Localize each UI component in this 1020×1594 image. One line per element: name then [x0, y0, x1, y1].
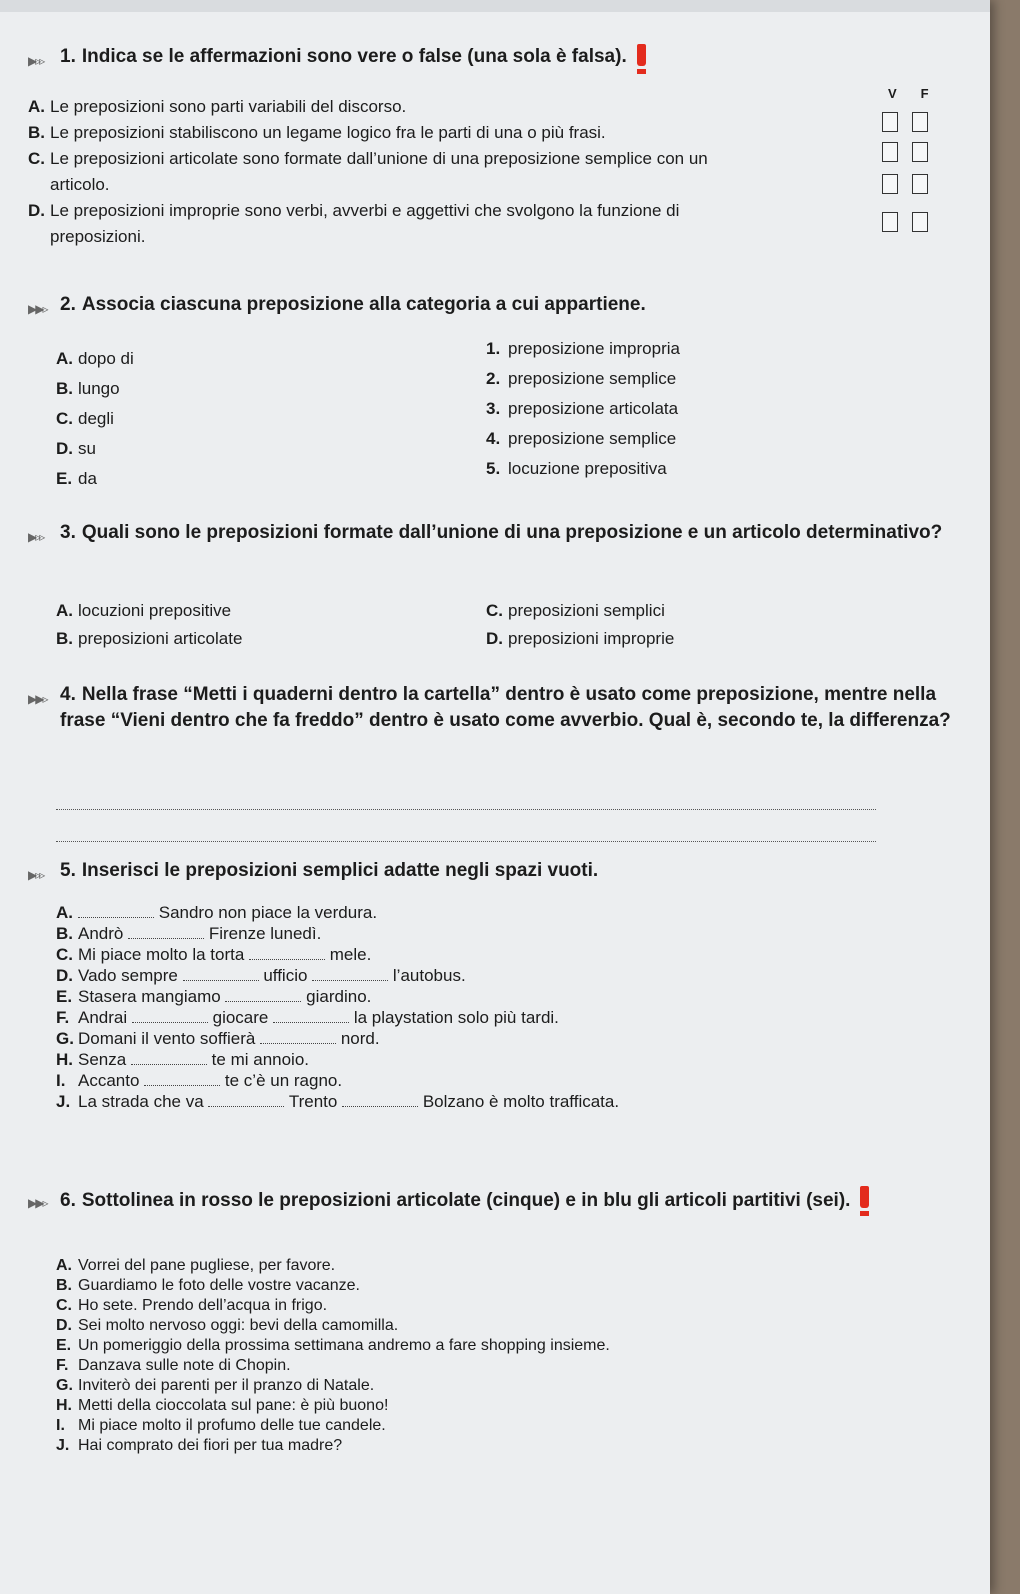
- item-text: preposizione semplice: [508, 369, 677, 388]
- sentence-c: [56, 1296, 936, 1316]
- exercise-1-heading: [28, 44, 958, 74]
- item-number: 1.: [486, 339, 501, 358]
- item-text: Bolzano è molto trafficata.: [422, 1092, 620, 1111]
- exercise-3-number: 3.: [60, 522, 76, 543]
- exercise-4-heading: [28, 682, 958, 734]
- fill-item-e: [56, 986, 936, 1007]
- exercise-6-number: 6.: [60, 1190, 76, 1211]
- item-text: Senza: [78, 1050, 127, 1069]
- item-text: ufficio: [263, 966, 308, 985]
- statement-a: [28, 96, 958, 122]
- item-text: preposizione impropria: [508, 339, 680, 358]
- exercise-1-items: [28, 96, 958, 252]
- option-letter: B.: [56, 629, 73, 648]
- blank[interactable]: [312, 966, 388, 981]
- item-text: Hai comprato dei fiori per tua madre?: [78, 1437, 343, 1454]
- statement-d-continued: [28, 226, 958, 252]
- option-c: [486, 600, 665, 622]
- match-right-1: [486, 338, 680, 360]
- fill-item-j: [56, 1091, 936, 1112]
- arrow-icon: ▶▹▹: [28, 868, 44, 882]
- statement-letter: A.: [28, 97, 45, 116]
- fill-item-b: [56, 923, 936, 944]
- item-text: Mi piace molto la torta: [78, 945, 245, 964]
- item-letter: A.: [56, 1257, 72, 1274]
- sentence-a: [56, 1256, 936, 1276]
- item-letter: B.: [56, 379, 73, 398]
- false-checkbox[interactable]: [912, 112, 928, 132]
- exercise-5-number: 5.: [60, 860, 76, 881]
- item-text: lungo: [78, 379, 120, 398]
- item-text: preposizione semplice: [508, 429, 677, 448]
- answer-lines: [56, 808, 876, 842]
- statement-text: preposizioni.: [50, 227, 146, 246]
- sentence-j: [56, 1436, 936, 1456]
- answer-line[interactable]: [56, 808, 876, 810]
- option-letter: C.: [486, 601, 503, 620]
- fill-item-f: [56, 1007, 936, 1028]
- item-text: l’autobus.: [392, 966, 466, 985]
- item-letter: B.: [56, 1277, 72, 1294]
- item-letter: E.: [56, 469, 73, 488]
- item-text: Andrai: [78, 1008, 128, 1027]
- item-text: degli: [78, 409, 114, 428]
- option-letter: D.: [486, 629, 503, 648]
- item-number: 4.: [486, 429, 501, 448]
- statement-c: [28, 148, 958, 174]
- item-text: Trento: [288, 1092, 338, 1111]
- item-text: nord.: [340, 1029, 380, 1048]
- option-text: preposizioni articolate: [78, 629, 243, 648]
- item-letter: C.: [56, 945, 73, 964]
- item-text: giardino.: [306, 987, 372, 1006]
- item-letter: D.: [56, 1317, 72, 1334]
- item-letter: H.: [56, 1397, 72, 1414]
- item-letter: E.: [56, 987, 73, 1006]
- match-right-4: [486, 428, 676, 450]
- arrow-icon: ▶▹▹: [28, 54, 44, 68]
- exercise-2-number: 2.: [60, 294, 76, 315]
- item-letter: I.: [56, 1417, 65, 1434]
- item-text: Sei molto nervoso oggi: bevi della camomilla.: [78, 1317, 399, 1334]
- sentence-h: [56, 1396, 936, 1416]
- exercise-2-title: Associa ciascuna preposizione alla categoria a cui appartiene.: [81, 294, 646, 315]
- item-letter: D.: [56, 966, 73, 985]
- blank[interactable]: [208, 1092, 284, 1107]
- statement-text: Le preposizioni improprie sono verbi, avverbi e aggettivi che svolgono la funzione di: [50, 201, 680, 220]
- option-d: [486, 628, 674, 650]
- sentence-d: [56, 1316, 936, 1336]
- item-text: te c’è un ragno.: [224, 1071, 343, 1090]
- sentence-g: [56, 1376, 936, 1396]
- blank[interactable]: [128, 924, 204, 939]
- arrow-icon: ▶▶▹: [28, 302, 47, 316]
- exercise-6-heading: [28, 1186, 958, 1216]
- true-checkbox[interactable]: [882, 212, 898, 232]
- arrow-icon: ▶▹▹: [28, 530, 44, 544]
- false-checkbox[interactable]: [912, 212, 928, 232]
- item-text: giocare: [212, 1008, 269, 1027]
- exercise-1: [28, 44, 958, 74]
- arrow-icon: ▶▶▹: [28, 692, 47, 706]
- blank[interactable]: [78, 903, 154, 918]
- exercise-3-options: [56, 600, 956, 656]
- exercise-2-body: [56, 339, 956, 498]
- exercise-2: [28, 292, 958, 322]
- item-text: Accanto: [78, 1071, 140, 1090]
- item-text: dopo di: [78, 349, 134, 368]
- blank[interactable]: [273, 1008, 349, 1023]
- item-text: da: [78, 469, 97, 488]
- statement-text: Le preposizioni stabiliscono un legame logico fra le parti di una o più frasi.: [50, 123, 606, 142]
- item-text: Firenze lunedì.: [208, 924, 322, 943]
- statement-text: articolo.: [50, 175, 110, 194]
- item-text: Vorrei del pane pugliese, per favore.: [78, 1257, 336, 1274]
- item-letter: J.: [56, 1092, 71, 1111]
- exercise-6-items: [56, 1256, 936, 1456]
- item-text: te mi annoio.: [211, 1050, 310, 1069]
- item-text: La strada che va: [78, 1092, 204, 1111]
- statement-b: [28, 122, 958, 148]
- blank[interactable]: [225, 987, 301, 1002]
- exercise-1-title: Indica se le affermazioni sono vere o false (una sola è falsa).: [81, 46, 627, 67]
- arrow-icon: ▶▶▹: [28, 1196, 47, 1210]
- blank[interactable]: [131, 1050, 207, 1065]
- match-right-2: [486, 368, 676, 390]
- statement-d: [28, 200, 958, 226]
- true-checkbox[interactable]: [882, 174, 898, 194]
- blank[interactable]: [260, 1029, 336, 1044]
- option-text: preposizioni semplici: [508, 601, 665, 620]
- item-text: Metti della cioccolata sul pane: è più buono!: [78, 1397, 389, 1414]
- sentence-b: [56, 1276, 936, 1296]
- exercise-6-title: Sottolinea in rosso le preposizioni articolate (cinque) e in blu gli articoli partitivi (sei).: [81, 1190, 851, 1211]
- blank[interactable]: [342, 1092, 418, 1107]
- fill-item-i: [56, 1070, 936, 1091]
- item-text: su: [78, 439, 96, 458]
- option-a: [56, 600, 956, 628]
- match-right-3: [486, 398, 678, 420]
- fill-item-g: [56, 1028, 936, 1049]
- fill-item-a: [56, 902, 936, 923]
- exercise-6: [28, 1186, 958, 1216]
- exercise-5-title: Inserisci le preposizioni semplici adatte negli spazi vuoti.: [81, 860, 599, 881]
- item-letter: G.: [56, 1377, 73, 1394]
- exercise-3-title: Quali sono le preposizioni formate dall’unione di una preposizione e un articolo determinativo?: [81, 522, 943, 543]
- item-number: 5.: [486, 459, 501, 478]
- item-letter: A.: [56, 903, 73, 922]
- item-letter: F.: [56, 1008, 70, 1027]
- item-letter: D.: [56, 439, 73, 458]
- item-text: Un pomeriggio della prossima settimana andremo a fare shopping insieme.: [78, 1337, 610, 1354]
- exercise-5-items: [56, 902, 936, 1112]
- exercise-4-number: 4.: [60, 684, 76, 705]
- exercise-5: [28, 858, 958, 888]
- option-b: [56, 628, 956, 656]
- exercise-1-number: 1.: [60, 46, 76, 67]
- sentence-e: [56, 1336, 936, 1356]
- item-text: Stasera mangiamo: [78, 987, 221, 1006]
- false-column-label: F: [920, 86, 929, 101]
- item-text: Ho sete. Prendo dell’acqua in frigo.: [78, 1297, 328, 1314]
- true-column-label: V: [888, 86, 897, 101]
- item-letter: A.: [56, 349, 73, 368]
- blank[interactable]: [249, 945, 325, 960]
- exercise-4-title: Nella frase “Metti i quaderni dentro la cartella” dentro è usato come preposizione, mentre nella frase “Vieni dentro che fa freddo” dentro è usato come avverbio. Qual è, secondo te, la differenza?: [60, 684, 951, 731]
- item-text: Sandro non piace la verdura.: [158, 903, 378, 922]
- blank[interactable]: [144, 1071, 220, 1086]
- item-text: preposizione articolata: [508, 399, 679, 418]
- blank[interactable]: [183, 966, 259, 981]
- item-letter: G.: [56, 1029, 74, 1048]
- item-text: locuzione prepositiva: [508, 459, 667, 478]
- item-text: Andrò: [78, 924, 124, 943]
- false-checkbox[interactable]: [912, 174, 928, 194]
- sentence-f: [56, 1356, 936, 1376]
- true-checkbox[interactable]: [882, 112, 898, 132]
- blank[interactable]: [132, 1008, 208, 1023]
- statement-letter: C.: [28, 149, 45, 168]
- option-text: preposizioni improprie: [508, 629, 675, 648]
- item-text: Domani il vento soffierà: [78, 1029, 256, 1048]
- exercise-2-heading: [28, 292, 958, 322]
- item-number: 3.: [486, 399, 501, 418]
- statement-letter: B.: [28, 123, 45, 142]
- fill-item-h: [56, 1049, 936, 1070]
- item-text: Guardiamo le foto delle vostre vacanze.: [78, 1277, 360, 1294]
- fill-item-d: [56, 965, 936, 986]
- answer-line[interactable]: [56, 840, 876, 842]
- item-letter: I.: [56, 1071, 66, 1090]
- item-text: mele.: [329, 945, 372, 964]
- item-number: 2.: [486, 369, 501, 388]
- exercise-3: [28, 520, 958, 550]
- match-right-5: [486, 458, 667, 480]
- exercise-5-heading: [28, 858, 958, 888]
- false-checkbox[interactable]: [912, 142, 928, 162]
- alert-icon: [860, 1186, 869, 1208]
- item-letter: E.: [56, 1337, 72, 1354]
- item-letter: F.: [56, 1357, 69, 1374]
- page-top-edge: [0, 0, 990, 12]
- true-checkbox[interactable]: [882, 142, 898, 162]
- statement-text: Le preposizioni sono parti variabili del discorso.: [50, 97, 407, 116]
- exercise-3-heading: [28, 520, 958, 550]
- item-text: Vado sempre: [78, 966, 178, 985]
- option-letter: A.: [56, 601, 73, 620]
- item-letter: B.: [56, 924, 73, 943]
- option-text: locuzioni prepositive: [78, 601, 232, 620]
- match-left-e: [56, 459, 956, 498]
- item-letter: C.: [56, 1297, 72, 1314]
- statement-c-continued: [28, 174, 958, 200]
- statement-letter: D.: [28, 201, 45, 220]
- exercise-4: [28, 682, 958, 734]
- sentence-i: [56, 1416, 936, 1436]
- item-letter: H.: [56, 1050, 73, 1069]
- alert-icon: [637, 44, 646, 66]
- fill-item-c: [56, 944, 936, 965]
- item-text: Mi piace molto il profumo delle tue candele.: [78, 1417, 386, 1434]
- statement-text: Le preposizioni articolate sono formate dall’unione di una preposizione semplice con un: [50, 149, 708, 168]
- item-text: Danzava sulle note di Chopin.: [78, 1357, 291, 1374]
- item-letter: C.: [56, 409, 73, 428]
- item-text: Inviterò dei parenti per il pranzo di Natale.: [78, 1377, 375, 1394]
- item-letter: J.: [56, 1437, 70, 1454]
- item-text: la playstation solo più tardi.: [353, 1008, 559, 1027]
